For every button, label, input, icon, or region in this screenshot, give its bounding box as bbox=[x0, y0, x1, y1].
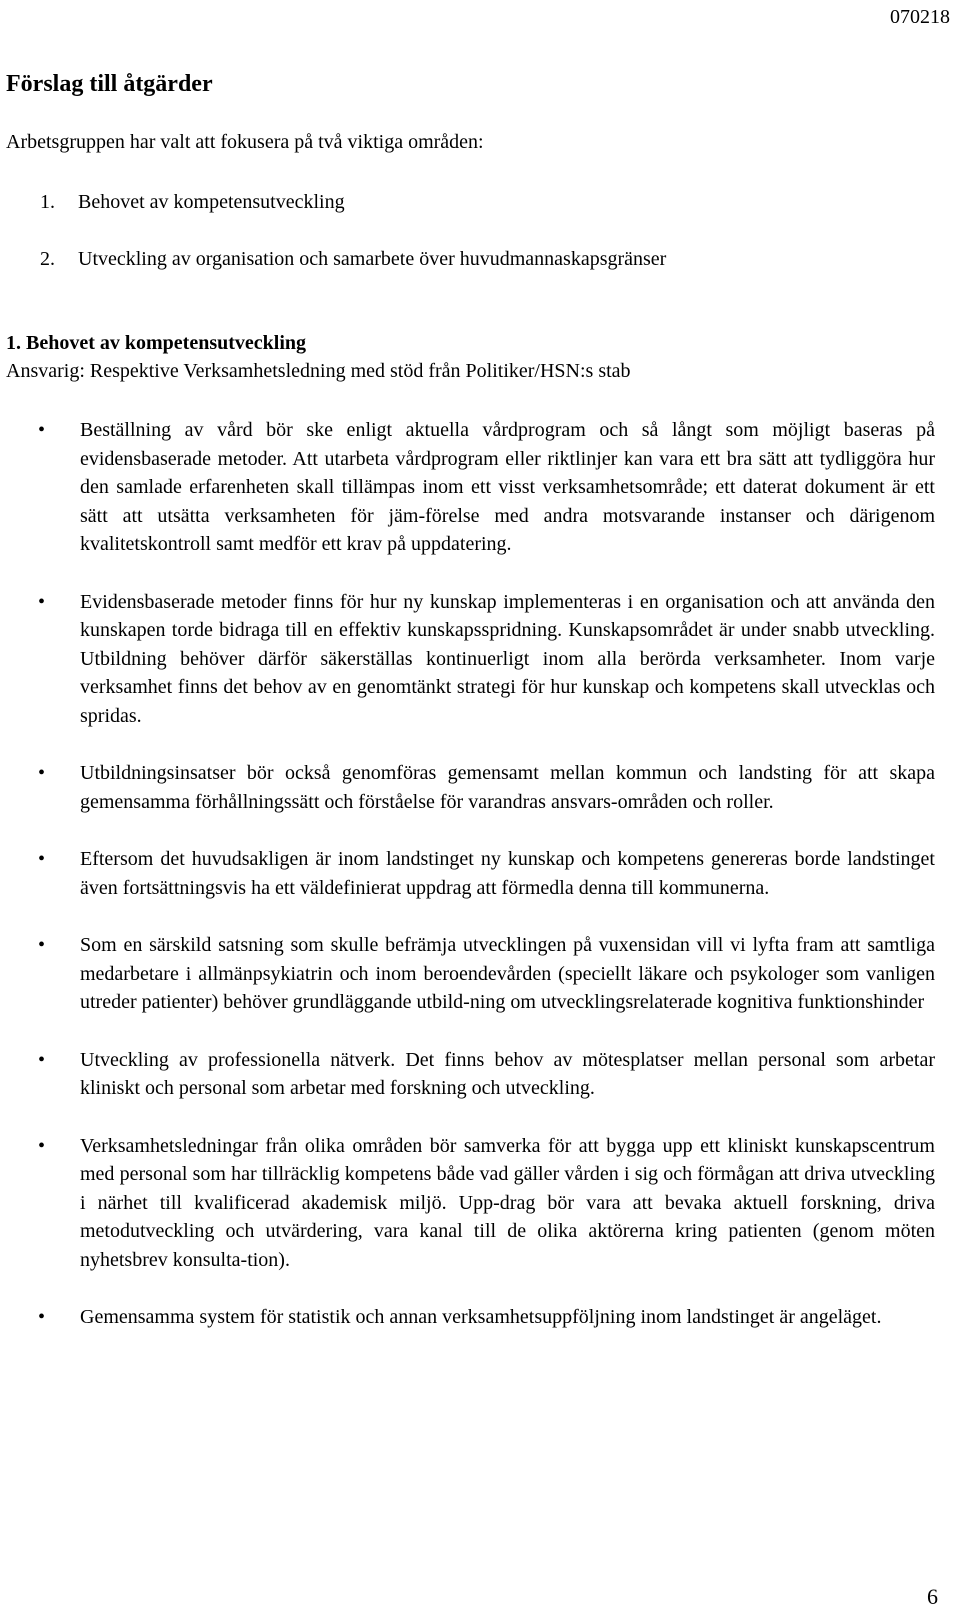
list-number: 2. bbox=[40, 248, 55, 270]
intro-paragraph: Arbetsgruppen har valt att fokusera på två viktiga områden: bbox=[6, 131, 484, 153]
bullet-text: Eftersom det huvudsakligen är inom landstinget ny kunskap och kompetens genereras borde landstinget även fortsättningsvis ha ett väldefinierat uppdrag att förmedla denna till kommunerna. bbox=[80, 848, 935, 899]
list-item bbox=[0, 1046, 935, 1103]
page-number: 6 bbox=[927, 1584, 938, 1609]
bullet-icon: • bbox=[38, 1306, 46, 1328]
section-title: 1. Behovet av kompetensutveckling bbox=[6, 332, 306, 354]
bullet-text: Verksamhetsledningar från olika områden bör samverka för att bygga upp ett kliniskt kunskapscentrum med personal som har tillräcklig kompetens både vad gäller vården i sig och förmågan att driva utveckling i närhet till kvalificerad akademisk miljö. Upp-drag bör vara att bevaka aktuell forskning, driva metodutveckling och utvärdering, vara kanal till de olika aktörerna kring patienten (genom möten nyhetsbrev konsulta-tion). bbox=[80, 1134, 935, 1271]
bullet-text: Utbildningsinsatser bör också genomföras gemensamt mellan kommun och landsting för att skapa gemensamma förhållningssätt och förståelse för varandras ansvars-områden och roller. bbox=[80, 762, 935, 813]
bullet-list bbox=[0, 416, 960, 1361]
bullet-icon: • bbox=[38, 1134, 46, 1157]
responsible-line: Ansvarig: Respektive Verksamhetsledning med stöd från Politiker/HSN:s stab bbox=[6, 360, 631, 382]
bullet-icon: • bbox=[38, 590, 46, 613]
list-item bbox=[0, 588, 935, 731]
list-number: 1. bbox=[40, 191, 55, 213]
list-item bbox=[0, 1132, 935, 1275]
bullet-icon: • bbox=[38, 848, 46, 870]
bullet-text: Som en särskild satsning som skulle befrämja utvecklingen på vuxensidan vill vi lyfta fram att samtliga medarbetare i allmänpsykiatrin och inom beroendevården (speciellt läkare och psykologer som vanligen utreder patienter) behöver grundläggande utbild-ning om utvecklingsrelaterade kognitiva funktionshinder bbox=[80, 934, 935, 1013]
list-item bbox=[0, 931, 935, 1017]
bullet-icon: • bbox=[38, 419, 46, 441]
list-item bbox=[0, 416, 935, 559]
document-id: 070218 bbox=[890, 6, 950, 28]
list-item bbox=[0, 1303, 935, 1332]
bullet-text: Evidensbaserade metoder finns för hur ny kunskap implementeras i en organisation och att använda den kunskapen torde bidraga till en effektiv kunskapsspridning. Kunskapsområdet är under snabb utveckling. Utbildning behöver därför säkerställas kontinuerligt inom alla berörda verksamheter. Inom varje verksamhet finns det behov av en genomtänkt strategi för hur kunskap och kompetens skall utvecklas och spridas. bbox=[80, 590, 935, 727]
bullet-icon: • bbox=[38, 1048, 46, 1071]
focus-area-list bbox=[40, 188, 666, 302]
list-label: Behovet av kompetensutveckling bbox=[78, 191, 345, 213]
list-item bbox=[0, 759, 935, 816]
list-item bbox=[0, 845, 935, 902]
bullet-text: Gemensamma system för statistik och annan verksamhetsuppföljning inom landstinget är angeläget. bbox=[80, 1306, 882, 1328]
page-title: Förslag till åtgärder bbox=[6, 71, 213, 97]
focus-area-item bbox=[40, 188, 666, 245]
bullet-text: Utveckling av professionella nätverk. Det finns behov av mötesplatser mellan personal som arbetar kliniskt och personal som arbetar med forskning och utveckling. bbox=[80, 1048, 935, 1099]
bullet-icon: • bbox=[38, 934, 46, 956]
list-label: Utveckling av organisation och samarbete över huvudmannaskapsgränser bbox=[78, 248, 667, 270]
bullet-icon: • bbox=[38, 762, 46, 784]
bullet-text: Beställning av vård bör ske enligt aktuella vårdprogram och så långt som möjligt baseras på evidensbaserade metoder. Att utarbeta vårdprogram eller riktlinjer kan vara ett bra sätt att tydliggöra hur den samlade erfarenheten skall tillämpas inom ett visst verksamhetsområde; ett daterat dokument är ett sätt att utsätta verksamheten för jäm-förelse med andra motsvarande instanser och därigenom kvalitetskontroll samt medför ett krav på uppdatering. bbox=[80, 419, 935, 555]
focus-area-item bbox=[40, 245, 666, 302]
